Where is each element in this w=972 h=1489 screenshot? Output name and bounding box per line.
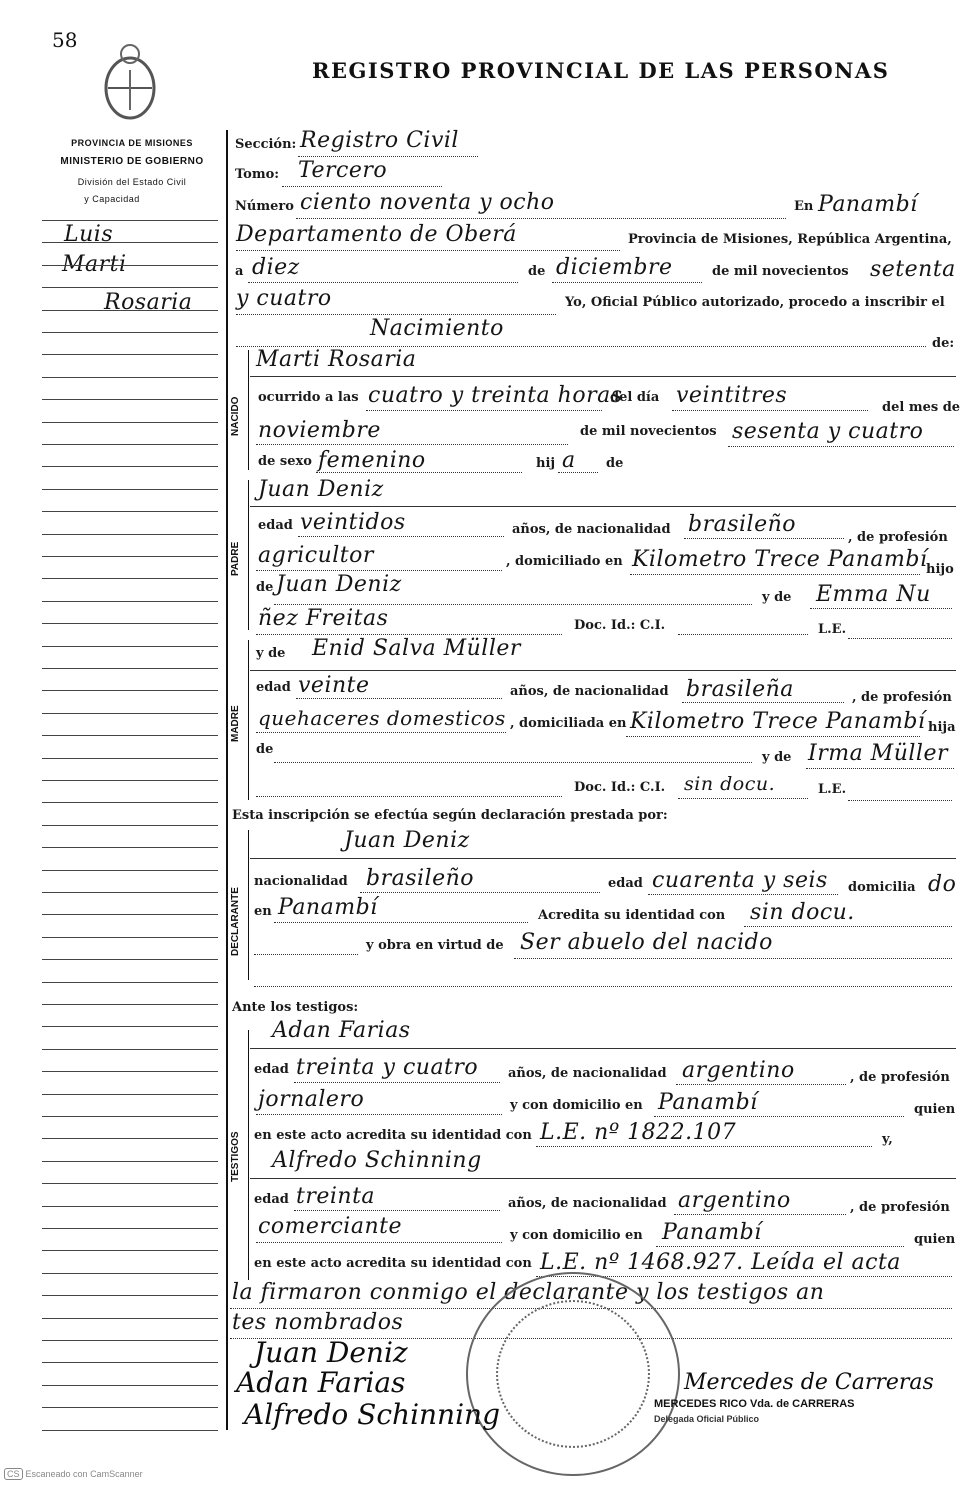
testigos-divider xyxy=(248,1030,249,1280)
declarante-obra-label: y obra en virtud de xyxy=(366,938,504,953)
margin-ruled-line xyxy=(42,847,218,848)
abuelo-paterno: Juan Deniz xyxy=(276,572,402,597)
margin-ruled-line xyxy=(42,287,218,288)
testigo2-edad-line xyxy=(294,1210,500,1211)
ocurrido-label: ocurrido a las xyxy=(258,390,359,405)
nacido-divider xyxy=(248,350,249,470)
declarante-acredita-line xyxy=(744,926,952,927)
declarante-nac-value: brasileño xyxy=(366,866,475,891)
testigo1-dom-value: Panambí xyxy=(658,1090,758,1115)
margin-divider xyxy=(226,130,228,1430)
madre-hija-label: hija xyxy=(928,720,956,735)
sello-cargo: Delegada Oficial Público xyxy=(654,1414,760,1424)
hora-line xyxy=(366,410,602,411)
declarante-nombre: Juan Deniz xyxy=(344,828,470,853)
margin-ruled-line xyxy=(42,1071,218,1072)
declarante-divider xyxy=(248,830,249,980)
padre-edad-label: edad xyxy=(258,518,293,533)
margin-ruled-line xyxy=(42,310,218,311)
declarante-edad-line xyxy=(648,894,838,895)
declarante-obra-line xyxy=(514,958,952,959)
padre-dom-line xyxy=(630,574,920,575)
margin-ruled-line xyxy=(42,534,218,535)
padre-nac-label: años, de nacionalidad xyxy=(512,522,671,537)
anio-value-1: setenta xyxy=(870,257,956,282)
margin-ruled-line xyxy=(42,646,218,647)
testigo1-prof-line xyxy=(256,1114,502,1115)
firma-oficial: Mercedes de Carreras xyxy=(684,1370,934,1395)
margin-ruled-line xyxy=(42,735,218,736)
madre-doc-line xyxy=(678,798,808,799)
padre-prof-line xyxy=(256,570,502,571)
margin-ruled-line xyxy=(42,713,218,714)
margin-ruled-line xyxy=(42,511,218,512)
testigo2-quien-label: quien xyxy=(914,1232,956,1247)
margin-ruled-line xyxy=(42,1094,218,1095)
division-label-2: y Capacidad xyxy=(84,194,140,204)
testigo2-acredita-value: L.E. nº 1468.927. Leída el acta xyxy=(540,1250,901,1275)
firma-testigo-1: Adan Farias xyxy=(236,1366,406,1399)
testigo2-prof-value: comerciante xyxy=(258,1214,402,1239)
testigo1-y-label: y, xyxy=(882,1132,893,1147)
margin-ruled-line xyxy=(42,354,218,355)
testigo2-nombre-line xyxy=(250,1178,956,1179)
margin-ruled-line xyxy=(42,892,218,893)
testigo1-edad-line xyxy=(294,1082,500,1083)
margin-ruled-line xyxy=(42,959,218,960)
padre-nac-value: brasileño xyxy=(688,512,797,537)
testigo2-nombre: Alfredo Schinning xyxy=(272,1148,482,1173)
madre-prof-line xyxy=(256,732,506,733)
section-label-testigos: TESTIGOS xyxy=(230,1131,241,1182)
testigo1-edad-value: treinta y cuatro xyxy=(296,1055,479,1080)
abuela-paterna-2: ñez Freitas xyxy=(258,606,389,631)
padre-y-de-label: y de xyxy=(762,590,792,605)
madre-doc-value: sin docu. xyxy=(684,773,776,795)
margin-ruled-line xyxy=(42,1407,218,1408)
madre-dom-value: Kilometro Trece Panambí xyxy=(630,709,926,734)
padre-doc-label: Doc. Id.: C.I. xyxy=(574,618,666,633)
en-label: En xyxy=(794,199,814,214)
margin-ruled-line xyxy=(42,1340,218,1341)
de-label: de xyxy=(528,264,546,279)
official-stamp-inner xyxy=(496,1300,650,1448)
testigo1-nombre: Adan Farias xyxy=(272,1018,411,1043)
dia-nacimiento-value: veintitres xyxy=(676,383,788,408)
abuela-materna-line xyxy=(806,768,954,769)
margin-note-line2: Marti xyxy=(62,252,127,277)
testigos-intro: Ante los testigos: xyxy=(232,1000,359,1015)
madre-nac-line xyxy=(682,702,844,703)
margin-ruled-line xyxy=(42,466,218,467)
camscanner-icon: CS xyxy=(4,1468,23,1480)
declarante-dom-value-1: do xyxy=(928,872,957,897)
margin-ruled-line xyxy=(42,802,218,803)
margin-ruled-line xyxy=(42,690,218,691)
madre-divider xyxy=(248,640,249,800)
declarante-dom-value-2: Panambí xyxy=(278,895,378,920)
hij-value: a xyxy=(562,448,576,473)
padre-prof-value: agricultor xyxy=(258,543,374,568)
margin-ruled-line xyxy=(42,444,218,445)
margin-ruled-line xyxy=(42,1385,218,1386)
margin-ruled-line xyxy=(42,1250,218,1251)
ministry-label: MINISTERIO DE GOBIERNO xyxy=(60,156,204,167)
section-label-madre: MADRE xyxy=(230,705,241,742)
testigo1-acredita-label: en este acto acredita su identidad con xyxy=(254,1128,532,1143)
seccion-line xyxy=(298,156,478,157)
margin-ruled-line xyxy=(42,1318,218,1319)
anio-line-2 xyxy=(236,314,556,315)
declarante-intro: Esta inscripción se efectúa según declaración prestada por: xyxy=(232,808,668,823)
madre-nac-value: brasileña xyxy=(686,677,794,702)
departamento-value: Departamento de Oberá xyxy=(236,222,517,247)
padre-le-line xyxy=(848,638,952,639)
margin-ruled-line xyxy=(42,556,218,557)
declarante-acredita-label: Acredita su identidad con xyxy=(538,908,726,923)
margin-ruled-line xyxy=(42,1183,218,1184)
margin-note-line1: Luis xyxy=(64,222,114,247)
declarante-extra-line xyxy=(254,986,952,987)
tomo-value: Tercero xyxy=(298,158,388,183)
numero-line xyxy=(296,218,786,219)
de-colon-label: de: xyxy=(932,336,955,351)
abuela-paterna-line xyxy=(810,608,952,609)
margin-ruled-line xyxy=(42,668,218,669)
margin-ruled-line xyxy=(42,982,218,983)
anio-nacimiento-value: sesenta y cuatro xyxy=(732,419,924,444)
declarante-en-label: en xyxy=(254,904,272,919)
margin-ruled-line xyxy=(42,601,218,602)
declarante-edad-label: edad xyxy=(608,876,643,891)
padre-nombre-line xyxy=(250,506,956,507)
sexo-value: femenino xyxy=(318,448,426,473)
del-mes-label: del mes de xyxy=(882,400,961,415)
nacido-nombre-line xyxy=(250,376,956,377)
madre-le-label: L.E. xyxy=(818,782,847,797)
anio-nacimiento-line xyxy=(728,446,954,447)
firma-testigo-2: Alfredo Schinning xyxy=(244,1398,501,1431)
a-label: a xyxy=(235,264,244,279)
testigo1-nombre-line xyxy=(250,1048,956,1049)
numero-label: Número xyxy=(235,199,294,214)
madre-doc-label: Doc. Id.: C.I. xyxy=(574,780,666,795)
padre-divider xyxy=(248,480,249,630)
page-title: REGISTRO PROVINCIAL DE LAS PERSONAS xyxy=(312,58,890,83)
padre-dom-value: Kilometro Trece Panambí xyxy=(632,547,928,572)
scanner-text: Escaneado con CamScanner xyxy=(25,1469,143,1479)
province-label: PROVINCIA DE MISIONES xyxy=(71,138,193,148)
margin-ruled-line xyxy=(42,332,218,333)
testigo1-prof-label: , de profesión xyxy=(850,1070,950,1085)
margin-ruled-line xyxy=(42,1138,218,1139)
madre-prof-value: quehaceres domesticos xyxy=(258,706,506,730)
sexo-label: de sexo xyxy=(258,454,312,469)
margin-ruled-line xyxy=(42,1004,218,1005)
madre-nombre: Enid Salva Müller xyxy=(312,636,521,661)
firma-declarante: Juan Deniz xyxy=(254,1336,408,1369)
margin-ruled-line xyxy=(42,914,218,915)
padre-de-label: de xyxy=(256,580,274,595)
madre-prof-label: , de profesión xyxy=(852,690,952,705)
section-label-padre: PADRE xyxy=(230,541,241,576)
margin-ruled-line xyxy=(42,578,218,579)
declarante-acredita-value: sin docu. xyxy=(750,900,855,925)
margin-ruled-line xyxy=(42,1273,218,1274)
padre-hijo-label: hijo xyxy=(926,562,954,577)
division-label: División del Estado Civil xyxy=(77,177,187,187)
declarante-obra-value: Ser abuelo del nacido xyxy=(520,930,773,955)
abuela-materna: Irma Müller xyxy=(808,741,948,766)
padre-edad-value: veintidos xyxy=(300,510,406,535)
en-value: Panambí xyxy=(818,192,918,217)
coat-of-arms-icon xyxy=(100,40,160,124)
testigo1-quien-label: quien xyxy=(914,1102,956,1117)
dia-line xyxy=(248,282,518,283)
margin-ruled-line xyxy=(42,1430,218,1431)
margin-ruled-line xyxy=(42,937,218,938)
sello-nombre: MERCEDES RICO Vda. de CARRERAS xyxy=(654,1398,855,1410)
margin-ruled-line xyxy=(42,623,218,624)
declarante-dom-line xyxy=(274,922,528,923)
testigo1-nac-value: argentino xyxy=(682,1058,795,1083)
margin-note-line3: Rosaria xyxy=(104,290,193,315)
madre-dom-label: , domiciliada en xyxy=(510,716,627,731)
page-number: 58 xyxy=(52,28,78,52)
declarante-nac-label: nacionalidad xyxy=(254,874,348,889)
tomo-label: Tomo: xyxy=(235,167,280,182)
nacido-de-label: de xyxy=(606,456,624,471)
section-label-nacido: NACIDO xyxy=(230,396,241,436)
margin-ruled-line xyxy=(42,422,218,423)
madre-edad-label: edad xyxy=(256,680,291,695)
anio-nacimiento-label: de mil novecientos xyxy=(580,424,717,439)
madre-y-de-label: y de xyxy=(256,646,286,661)
acto-value: Nacimiento xyxy=(370,316,504,341)
padre-dom-label: , domiciliado en xyxy=(506,554,623,569)
anio-label: de mil novecientos xyxy=(712,264,849,279)
margin-ruled-line xyxy=(42,265,218,266)
madre-edad-value: veinte xyxy=(298,673,370,698)
padre-doc-line xyxy=(678,634,808,635)
departamento-line xyxy=(236,250,620,251)
oficial-label: Yo, Oficial Público autorizado, procedo a inscribir el xyxy=(565,295,945,310)
margin-ruled-line xyxy=(42,1026,218,1027)
margin-ruled-line xyxy=(42,780,218,781)
testigo2-nac-value: argentino xyxy=(678,1188,791,1213)
testigo2-nac-line xyxy=(674,1214,846,1215)
testigo2-edad-label: edad xyxy=(254,1192,289,1207)
madre-de-label: de xyxy=(256,742,274,757)
section-label-declarante: DECLARANTE xyxy=(230,887,241,956)
madre-edad-line xyxy=(296,698,502,699)
cierre-linea-2: tes nombrados xyxy=(232,1310,404,1335)
testigo1-prof-value: jornalero xyxy=(258,1087,365,1112)
padre-le-label: L.E. xyxy=(818,622,847,637)
declarante-nombre-line xyxy=(250,858,956,859)
padre-prof-label: , de profesión xyxy=(848,530,948,545)
abuelo-paterno-line xyxy=(274,604,752,605)
testigo1-dom-line xyxy=(654,1116,904,1117)
mes-line xyxy=(552,282,702,283)
margin-ruled-line xyxy=(42,242,218,243)
sexo-line xyxy=(316,472,522,473)
declarante-obra-pre-line xyxy=(254,954,358,955)
margin-ruled-line xyxy=(42,870,218,871)
abuelo-materno-line xyxy=(274,762,752,763)
margin-ruled-line xyxy=(42,1362,218,1363)
nacido-nombre: Marti Rosaria xyxy=(256,347,417,372)
testigo1-acredita-value: L.E. nº 1822.107 xyxy=(540,1120,737,1145)
madre-le-line xyxy=(848,800,952,801)
hij-line xyxy=(558,472,598,473)
hij-label: hij xyxy=(536,456,556,471)
margin-ruled-line xyxy=(42,1161,218,1162)
mes-nacimiento-value: noviembre xyxy=(258,418,381,443)
hora-value: cuatro y treinta horas xyxy=(368,383,623,408)
margin-ruled-line xyxy=(42,399,218,400)
madre-y-de2-label: y de xyxy=(762,750,792,765)
declarante-nac-line xyxy=(360,892,600,893)
testigo2-dom-label: y con domicilio en xyxy=(510,1228,643,1243)
margin-ruled-line xyxy=(42,489,218,490)
madre-nombre-line xyxy=(250,670,956,671)
testigo1-dom-label: y con domicilio en xyxy=(510,1098,643,1113)
padre-edad-line xyxy=(298,536,504,537)
provincia-label: Provincia de Misiones, República Argentina, xyxy=(628,232,952,247)
seccion-label: Sección: xyxy=(235,137,297,152)
margin-ruled-line xyxy=(42,1116,218,1117)
seccion-value: Registro Civil xyxy=(300,128,459,153)
testigo2-dom-line xyxy=(656,1246,904,1247)
margin-ruled-line xyxy=(42,1295,218,1296)
testigo1-edad-label: edad xyxy=(254,1062,289,1077)
margin-ruled-line xyxy=(42,220,218,221)
abuela-paterna-2-line xyxy=(256,634,562,635)
testigo2-dom-value: Panambí xyxy=(662,1220,762,1245)
padre-nombre: Juan Deniz xyxy=(258,477,384,502)
testigo1-nac-label: años, de nacionalidad xyxy=(508,1066,667,1081)
margin-ruled-line xyxy=(42,1228,218,1229)
padre-nac-line xyxy=(684,538,844,539)
del-dia-label: del día xyxy=(610,390,660,405)
cierre-linea-1: la firmaron conmigo el declarante y los testigos an xyxy=(232,1280,825,1305)
anio-value-2: y cuatro xyxy=(236,286,332,311)
madre-nac-label: años, de nacionalidad xyxy=(510,684,669,699)
abuela-paterna-1: Emma Nu xyxy=(816,582,931,607)
margin-ruled-line xyxy=(42,825,218,826)
margin-ruled-line xyxy=(42,1206,218,1207)
numero-value: ciento noventa y ocho xyxy=(300,190,555,215)
testigo2-acredita-label: en este acto acredita su identidad con xyxy=(254,1256,532,1271)
margin-ruled-line xyxy=(42,377,218,378)
testigo1-nac-line xyxy=(676,1084,846,1085)
testigo2-prof-line xyxy=(256,1242,502,1243)
margin-ruled-line xyxy=(42,758,218,759)
dia-value: diez xyxy=(252,255,300,280)
dia-nacimiento-line xyxy=(672,410,868,411)
testigo2-prof-label: , de profesión xyxy=(850,1200,950,1215)
testigo2-nac-label: años, de nacionalidad xyxy=(508,1196,667,1211)
testigo2-edad-value: treinta xyxy=(296,1184,376,1209)
madre-dom-line xyxy=(626,736,920,737)
mes-nacimiento-line xyxy=(256,444,568,445)
madre-extra-line xyxy=(256,796,562,797)
declarante-edad-value: cuarenta y seis xyxy=(652,868,828,893)
tomo-line xyxy=(282,186,442,187)
testigo1-acredita-line xyxy=(536,1146,872,1147)
margin-ruled-line xyxy=(42,1049,218,1050)
mes-value: diciembre xyxy=(556,255,673,280)
declarante-dom-label: domicilia xyxy=(848,880,916,895)
scanner-watermark xyxy=(4,1468,143,1480)
